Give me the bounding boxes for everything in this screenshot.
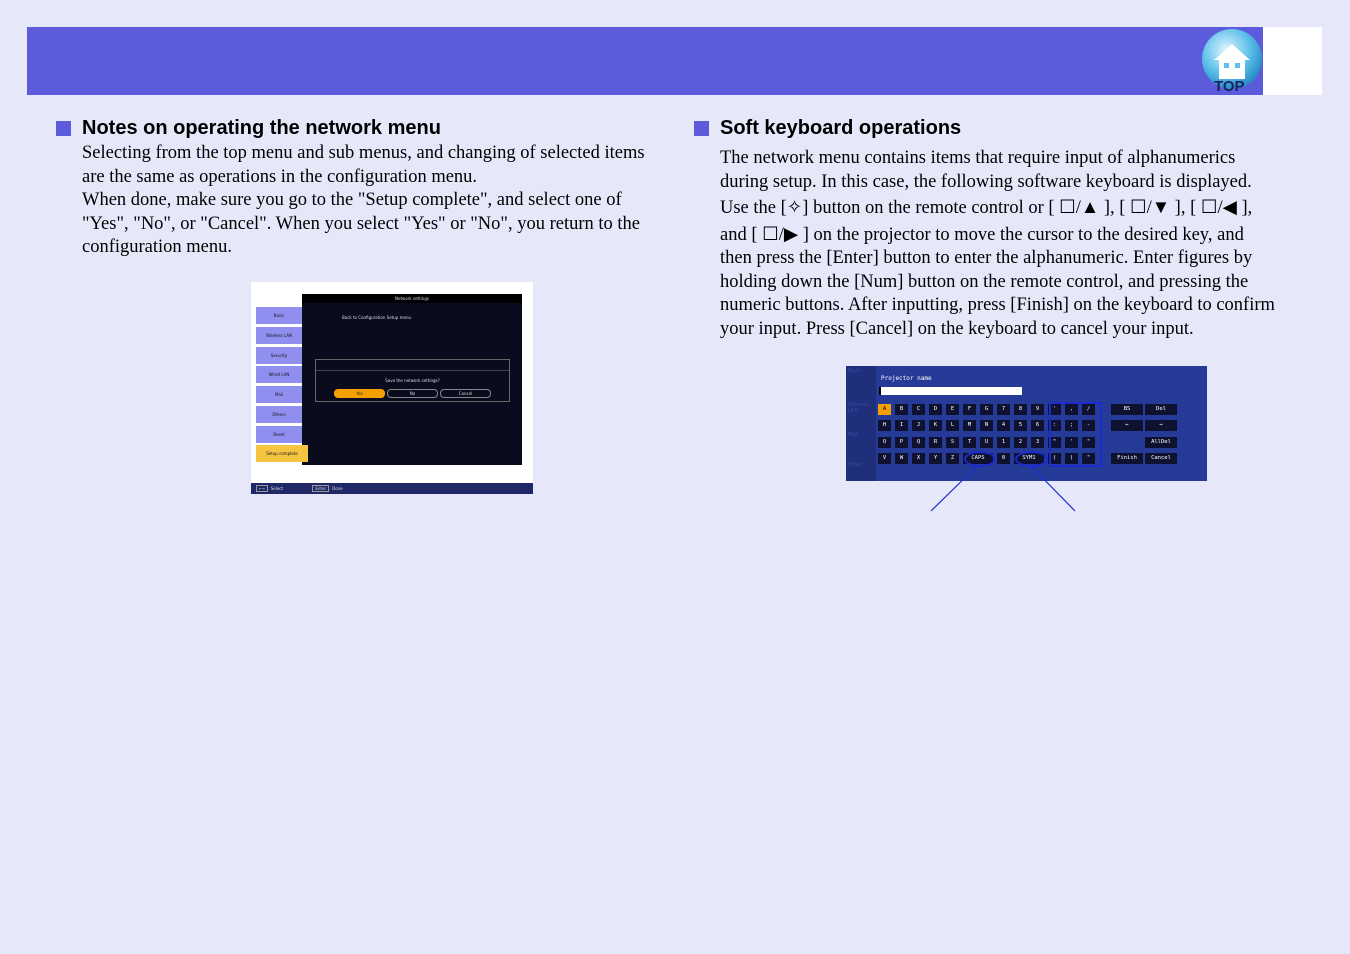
cancel-key[interactable]: Cancel bbox=[1145, 453, 1177, 464]
tab-mail[interactable]: Mail bbox=[256, 386, 302, 403]
side-label: Basic bbox=[848, 368, 862, 374]
save-dialog bbox=[315, 359, 510, 402]
caps-key[interactable]: CAPS bbox=[963, 453, 993, 464]
keyboard-key[interactable]: , bbox=[1065, 404, 1078, 415]
top-label: TOP bbox=[1214, 78, 1245, 95]
keyboard-key[interactable]: V bbox=[878, 453, 891, 464]
settings-title: Network settings bbox=[302, 294, 522, 303]
keyboard-key[interactable]: T bbox=[963, 437, 976, 448]
footer-done-label: Done bbox=[332, 486, 343, 491]
keyboard-rest: then press the [Enter] button to enter the alphanumeric. Enter figures by holding down the [Num] button on the remote control, and pressing the numeric buttons. After inputting, press [Finish] on the keyboard to confirm your input. Press [Cancel] on the keyboard to cancel your input. bbox=[720, 248, 1275, 339]
keyboard-title: Projector name bbox=[881, 375, 932, 382]
tab-wired-lan[interactable]: Wired LAN bbox=[256, 366, 302, 383]
keyboard-line-1: The network menu contains items that require input of alphanumerics bbox=[720, 148, 1236, 168]
section-heading-soft-keyboard: Soft keyboard operations bbox=[720, 117, 962, 139]
network-menu-paragraph-1: Selecting from the top menu and sub menus, and changing of selected items are the same as operations in the configuration menu. bbox=[82, 143, 645, 187]
keyboard-key[interactable]: P bbox=[895, 437, 908, 448]
dialog-divider bbox=[316, 360, 509, 371]
keyboard-key[interactable]: 4 bbox=[997, 420, 1010, 431]
keyboard-key[interactable]: M bbox=[963, 420, 976, 431]
keyboard-key[interactable]: Y bbox=[929, 453, 942, 464]
keyboard-key[interactable]: B bbox=[895, 404, 908, 415]
section-bullet bbox=[694, 121, 709, 136]
screenshot-footer bbox=[251, 483, 533, 494]
keyboard-key[interactable]: H bbox=[878, 420, 891, 431]
top-button[interactable] bbox=[1200, 28, 1264, 94]
keyboard-key[interactable]: ) bbox=[1065, 453, 1078, 464]
keyboard-key[interactable]: 1 bbox=[997, 437, 1010, 448]
tab-basic[interactable]: Basic bbox=[256, 307, 302, 324]
keyboard-key[interactable]: : bbox=[1048, 420, 1061, 431]
right-arrow-key[interactable]: → bbox=[1145, 420, 1177, 431]
network-menu-text bbox=[82, 142, 652, 260]
keyboard-key[interactable]: 7 bbox=[997, 404, 1010, 415]
network-menu-paragraph-2: When done, make sure you go to the "Setup complete", and select one of "Yes", "No", or "Cancel". When you select "Yes" or "No", you return to the configuration menu. bbox=[82, 190, 640, 257]
tab-others[interactable]: Others bbox=[256, 406, 302, 423]
enter-key-icon: Enter bbox=[312, 485, 329, 492]
keyboard-key[interactable]: 3 bbox=[1031, 437, 1044, 448]
keyboard-key[interactable]: ' bbox=[1065, 437, 1078, 448]
keyboard-key[interactable]: J bbox=[912, 420, 925, 431]
keyboard-key[interactable]: Q bbox=[912, 437, 925, 448]
keyboard-key[interactable]: X bbox=[912, 453, 925, 464]
finish-key[interactable]: Finish bbox=[1111, 453, 1143, 464]
network-settings-screenshot bbox=[251, 282, 533, 494]
keyboard-key[interactable]: K bbox=[929, 420, 942, 431]
side-label: Mail bbox=[848, 432, 859, 438]
projector-name-input[interactable] bbox=[879, 387, 1022, 395]
keyboard-side-menu bbox=[846, 366, 876, 481]
keyboard-key[interactable]: E bbox=[946, 404, 959, 415]
tab-setup-complete[interactable]: Setup complete bbox=[256, 445, 308, 462]
keyboard-key[interactable]: F bbox=[963, 404, 976, 415]
keyboard-key[interactable]: ' bbox=[1048, 404, 1061, 415]
bs-key[interactable]: BS bbox=[1111, 404, 1143, 415]
keyboard-key[interactable]: L bbox=[946, 420, 959, 431]
keyboard-key[interactable]: 5 bbox=[1014, 420, 1027, 431]
dialog-no-button[interactable]: No bbox=[387, 389, 438, 398]
keyboard-key[interactable]: S bbox=[946, 437, 959, 448]
keyboard-key[interactable]: W bbox=[895, 453, 908, 464]
keyboard-key[interactable]: G bbox=[980, 404, 993, 415]
header-bar bbox=[27, 27, 1263, 95]
keyboard-key[interactable]: D bbox=[929, 404, 942, 415]
sym-key[interactable]: SYM1 bbox=[1014, 453, 1044, 464]
soft-keyboard-screenshot bbox=[846, 366, 1207, 481]
keyboard-key[interactable]: " bbox=[1082, 437, 1095, 448]
dialog-question: Save the network settings? bbox=[385, 378, 440, 383]
del-key[interactable]: Del bbox=[1145, 404, 1177, 415]
keyboard-line-3: Use the [✧] button on the remote control or [ ☐/▲ ], [ ☐/▼ ], [ ☐/◀ ], bbox=[720, 198, 1253, 218]
select-key-icon: ⟷ bbox=[256, 485, 268, 492]
alldel-key[interactable]: AllDel bbox=[1145, 437, 1177, 448]
keyboard-key[interactable]: - bbox=[1082, 420, 1095, 431]
keyboard-key[interactable]: U bbox=[980, 437, 993, 448]
section-heading-network-menu: Notes on operating the network menu bbox=[82, 117, 441, 139]
keyboard-key[interactable]: 2 bbox=[1014, 437, 1027, 448]
keyboard-key[interactable]: 6 bbox=[1031, 420, 1044, 431]
keyboard-key[interactable]: ; bbox=[1065, 420, 1078, 431]
keyboard-key[interactable]: / bbox=[1082, 404, 1095, 415]
dialog-yes-button[interactable]: Yes bbox=[334, 389, 385, 398]
keyboard-key[interactable]: I bbox=[895, 420, 908, 431]
side-label: Other bbox=[848, 462, 863, 468]
keyboard-key[interactable]: A bbox=[878, 404, 891, 415]
tab-security[interactable]: Security bbox=[256, 347, 302, 364]
footer-select-label: Select bbox=[270, 486, 284, 491]
header-corner bbox=[1263, 27, 1322, 95]
zero-key[interactable]: 0 bbox=[997, 453, 1010, 464]
keyboard-key[interactable]: C bbox=[912, 404, 925, 415]
keyboard-key[interactable]: Z bbox=[946, 453, 959, 464]
keyboard-key[interactable]: O bbox=[878, 437, 891, 448]
keyboard-key[interactable]: R bbox=[929, 437, 942, 448]
tab-reset[interactable]: Reset bbox=[256, 426, 302, 443]
keyboard-key[interactable]: N bbox=[980, 420, 993, 431]
keyboard-key[interactable]: " bbox=[1082, 453, 1095, 464]
back-to-config-link[interactable]: Back to Configuration Setup menu bbox=[342, 315, 412, 320]
keyboard-line-4: and [ ☐/▶ ] on the projector to move the cursor to the desired key, and bbox=[720, 224, 1244, 245]
keyboard-key[interactable]: 8 bbox=[1014, 404, 1027, 415]
keyboard-key[interactable]: ( bbox=[1048, 453, 1061, 464]
tab-wireless-lan[interactable]: Wireless LAN bbox=[256, 327, 302, 344]
keyboard-key[interactable]: 9 bbox=[1031, 404, 1044, 415]
dialog-cancel-button[interactable]: Cancel bbox=[440, 389, 491, 398]
keyboard-line-2: during setup. In this case, the following software keyboard is displayed. bbox=[720, 171, 1252, 192]
keyboard-key[interactable]: ^ bbox=[1048, 437, 1061, 448]
side-label: Wireless LAN bbox=[848, 402, 869, 414]
left-arrow-key[interactable]: ← bbox=[1111, 420, 1143, 431]
soft-keyboard-text bbox=[720, 147, 1300, 341]
section-bullet bbox=[56, 121, 71, 136]
